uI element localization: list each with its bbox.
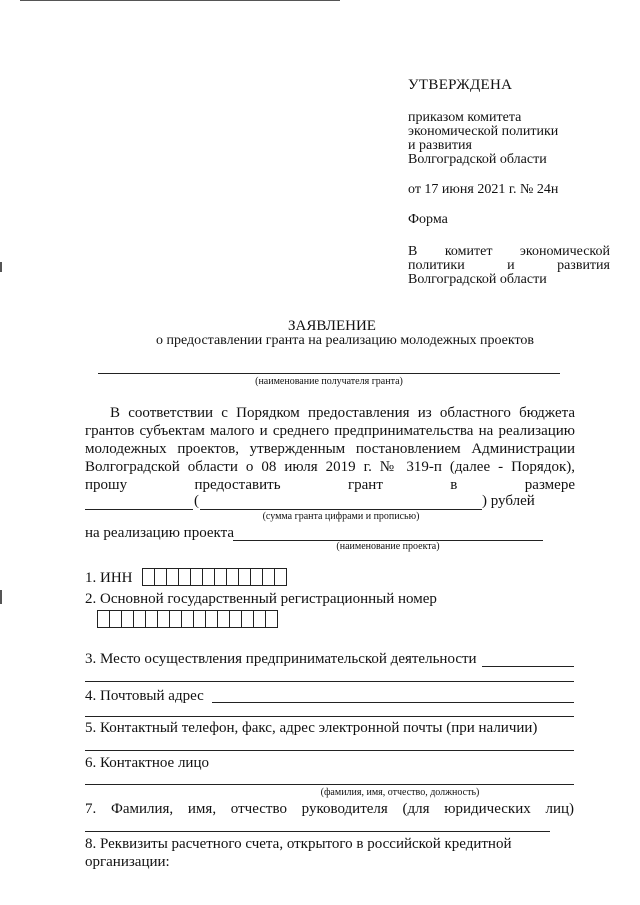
ogrn-label: 2. Основной государственный регистрационный номер	[85, 591, 437, 607]
order-line-2: экономической политики	[408, 124, 559, 139]
scan-edge-top	[20, 0, 340, 1]
head-name-line[interactable]	[85, 831, 550, 832]
amount-caption: (сумма гранта цифрами и прописью)	[262, 511, 420, 522]
body-line-5: прошу предоставить грант в размере	[85, 477, 575, 493]
place-line-2[interactable]	[85, 681, 574, 682]
head-name-label: 7. Фамилия, имя, отчество руководителя (для юридических лиц)	[85, 801, 574, 817]
document-title: ЗАЯВЛЕНИЕ	[288, 318, 376, 334]
scan-edge-left-2	[0, 590, 2, 604]
addressee-line-2: политики и развития	[408, 258, 610, 273]
order-line-1: приказом комитета	[408, 110, 522, 125]
recipient-caption: (наименование получателя гранта)	[255, 376, 403, 387]
form-label: Форма	[408, 212, 448, 227]
project-label: на реализацию проекта	[85, 525, 235, 541]
scan-edge-left	[0, 262, 2, 272]
addressee-line-1: В комитет экономической	[408, 244, 610, 259]
inn-label: 1. ИНН	[85, 570, 133, 586]
contact-person-caption: (фамилия, имя, отчество, должность)	[320, 787, 480, 798]
addressee-line-3: Волгоградской области	[408, 272, 547, 287]
place-line-1[interactable]	[482, 666, 574, 667]
amount-words-line	[200, 509, 482, 510]
project-caption: (наименование проекта)	[336, 541, 440, 552]
contacts-label: 5. Контактный телефон, факс, адрес электронной почты (при наличии)	[85, 720, 538, 736]
body-line-1: В соответствии с Порядком предоставления из областного бюджета	[110, 405, 575, 421]
order-line-4: Волгоградской области	[408, 152, 547, 167]
bank-details-label-1: 8. Реквизиты расчетного счета, открытого в российской кредитной	[85, 836, 512, 852]
approved-title: УТВЕРЖДЕНА	[408, 77, 513, 93]
contact-person-label: 6. Контактное лицо	[85, 755, 209, 771]
document-subtitle: о предоставлении гранта на реализацию молодежных проектов	[155, 333, 535, 348]
recipient-line	[98, 373, 560, 374]
ogrn-boxes[interactable]	[97, 610, 278, 628]
postal-line-1[interactable]	[212, 702, 574, 703]
place-label: 3. Место осуществления предпринимательской деятельности	[85, 651, 477, 667]
body-line-2: грантов субъектам малого и среднего предпринимательства на реализацию	[85, 423, 575, 439]
order-line-3: и развития	[408, 138, 472, 153]
amount-close: ) рублей	[482, 493, 535, 509]
body-line-3: молодежных проектов, утвержденным постановлением Администрации	[85, 441, 575, 457]
postal-label: 4. Почтовый адрес	[85, 688, 204, 704]
order-date: от 17 июня 2021 г. № 24н	[408, 182, 559, 197]
inn-boxes[interactable]	[142, 568, 287, 586]
bank-details-label-2: организации:	[85, 854, 170, 870]
postal-line-2[interactable]	[85, 716, 574, 717]
contact-person-line[interactable]	[85, 784, 574, 785]
body-line-4: Волгоградской области о 08 июля 2019 г. № 319-п (далее - Порядок),	[85, 459, 575, 475]
contacts-line[interactable]	[85, 750, 574, 751]
amount-open-paren: (	[194, 493, 199, 509]
amount-digits-line	[85, 509, 193, 510]
